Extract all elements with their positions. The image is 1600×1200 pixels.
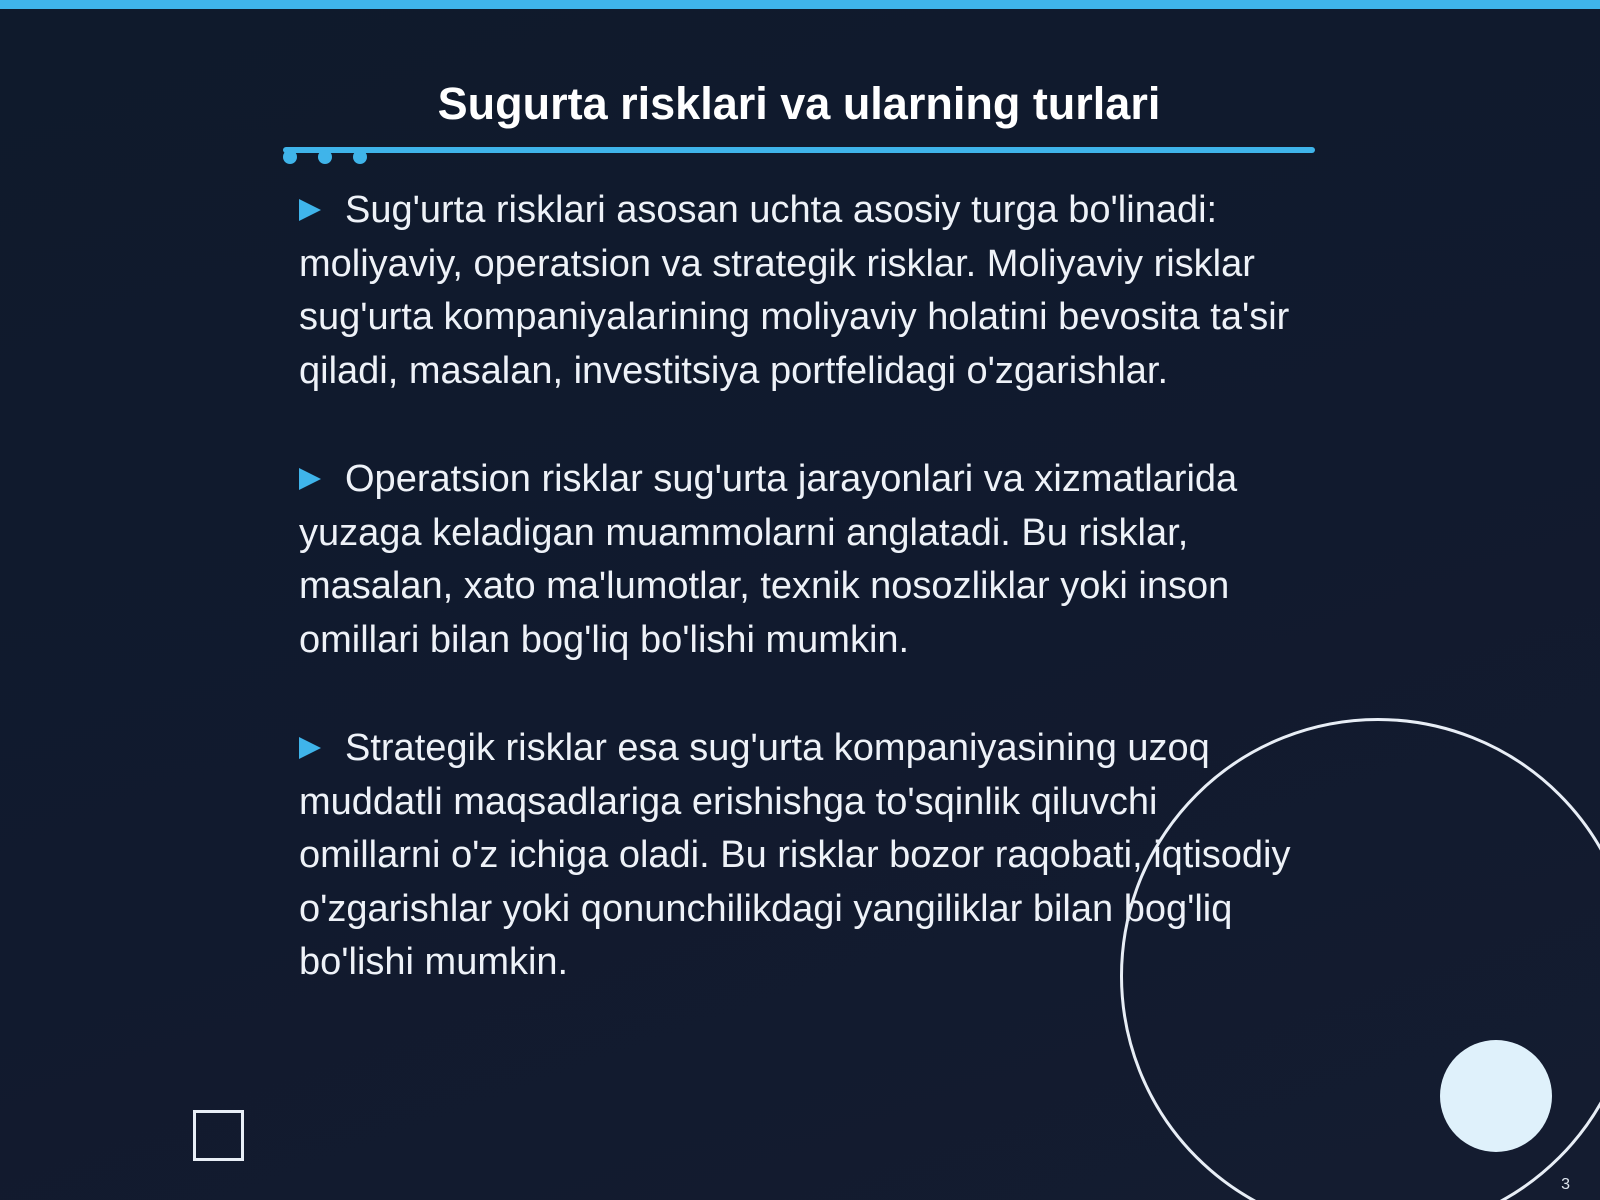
top-accent-bar bbox=[0, 0, 1600, 9]
paragraph-text: Sug'urta risklari asosan uchta asosiy turga bo'linadi: moliyaviy, operatsion va strategik risklar. Moliyaviy risklar sug'urta kompaniyalarining moliyaviy holatini bevosita ta'sir qiladi, masalan, investitsiya portfelidagi o'zgarishlar. bbox=[299, 189, 1290, 392]
paragraph-text: Strategik risklar esa sug'urta kompaniyasining uzoq muddatli maqsadlariga erishishga to'sqinlik qiluvchi omillarni o'z ichiga oladi. Bu risklar bozor raqobati, iqtisodiy o'zgarishlar yoki qonunchilikdagi yangiliklar bilan bog'liq bo'lishi mumkin. bbox=[299, 727, 1291, 983]
slide-title: Sugurta risklari va ularning turlari bbox=[437, 78, 1161, 129]
paragraph-text: Operatsion risklar sug'urta jarayonlari va xizmatlarida yuzaga keladigan muammolarni anglatadi. Bu risklar, masalan, xato ma'lumotlar, texnik nosozliklar yoki inson omillari bilan bog'liq bo'lishi mumkin. bbox=[299, 458, 1238, 661]
bullet-paragraph bbox=[299, 184, 1309, 398]
page-number: 3 bbox=[1561, 1176, 1570, 1193]
accent-dot-icon bbox=[283, 150, 297, 164]
triangle-right-icon bbox=[299, 468, 321, 490]
title-underline bbox=[283, 147, 1315, 153]
triangle-right-icon bbox=[299, 737, 321, 759]
decorative-square-outline bbox=[193, 1110, 244, 1161]
accent-dot-icon bbox=[318, 150, 332, 164]
bullet-paragraph bbox=[299, 453, 1309, 667]
triangle-right-icon bbox=[299, 199, 321, 221]
decorative-circle-filled bbox=[1440, 1040, 1552, 1152]
accent-dot-icon bbox=[353, 150, 367, 164]
